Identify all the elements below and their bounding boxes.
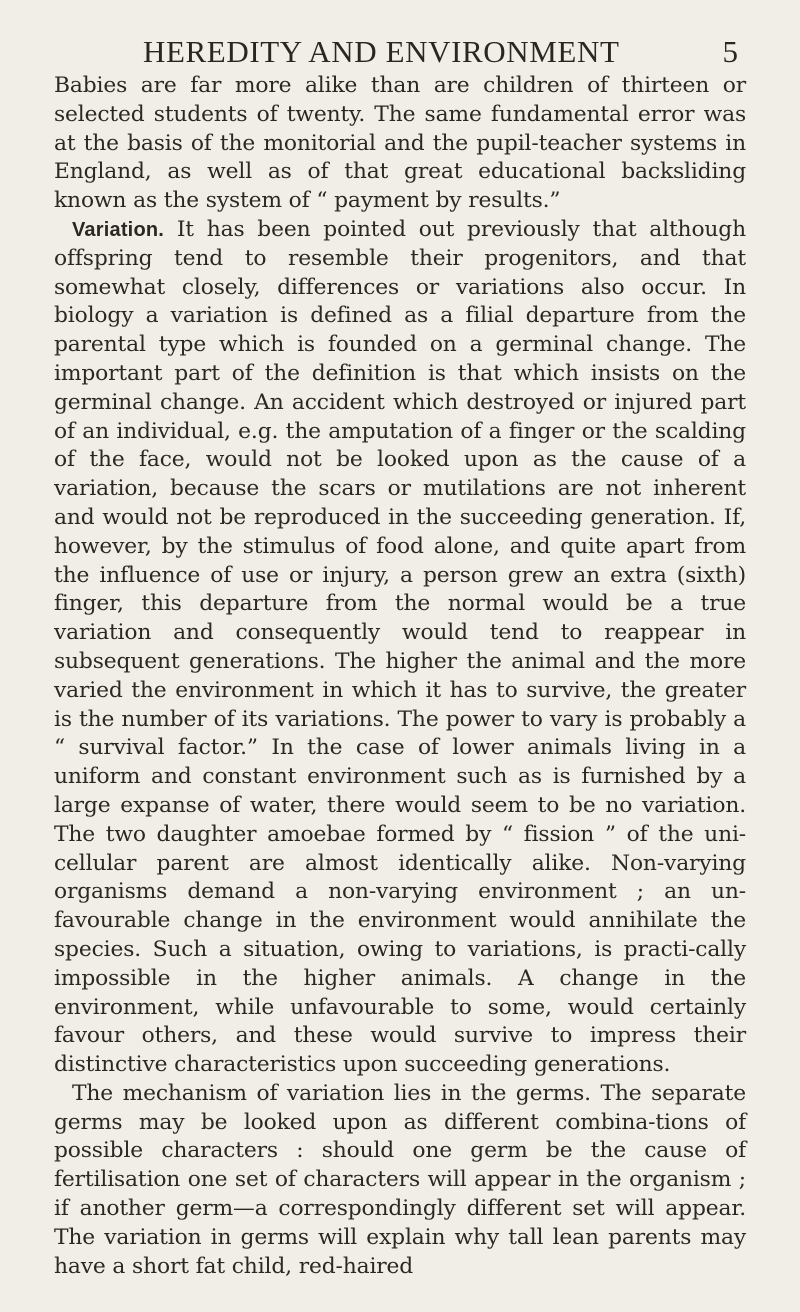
running-head (54, 26, 746, 72)
variation-text: It has been pointed out previously that although offspring tend to resemble their progenitors, and that somewhat closely, differences or variations also occur. In biology a variation is defined as a filial departure from the parental type which is founded on a germinal change. The important part of the definition is that which insists on the germinal change. An accident which destroyed or injured part of an individual, e.g. the amputation of a finger or the scalding of the face, would not be looked upon as the cause of a variation, because the scars or mutilations are not inherent and would not be reproduced in the succeeding generation. If, however, by the stimulus of food alone, and quite apart from the influence of use or injury, a person grew an extra (sixth) finger, this departure from the normal would be a true variation and consequently would tend to reappear in subsequent generations. The higher the animal and the more varied the environment in which it has to survive, the greater is the number of its variations. The power to vary is probably a “ survival factor.” In the case of lower animals living in a uniform and constant environment such as is furnished by a large expanse of water, there would seem to be no variation. The two daughter amoebae formed by “ fission ” of the uni-cellular parent are almost identically alike. Non-varying organisms demand a non-varying environment ; an un-favourable change in the environment would annihilate the species. Such a situation, owing to variations, is practi-cally impossible in the higher animals. A change in the environment, while unfavourable to some, would certainly favour others, and these would survive to impress their distinctive characteristics upon succeeding generations. (54, 216, 747, 1078)
running-title: HEREDITY AND ENVIRONMENT (143, 34, 620, 69)
variation-sidehead: Variation. (72, 218, 165, 241)
paragraph-babies: Babies are far more alike than are children of thirteen or selected students of twenty. The same fundamental error was at the basis of the monitorial and the pupil-teacher systems in England, as well as of that great educational backsliding known as the system of “ payment by results.” (54, 73, 746, 214)
page-number: 5 (722, 34, 738, 69)
paragraph-mechanism: The mechanism of variation lies in the germs. The separate germs may be looked upon as different combina-tions of possible characters : should one germ be the cause of fertilisation one set of characters will appear in the organism ; if another germ—a correspondingly different set will appear. The variation in germs will explain why tall lean parents may have a short fat child, red-haired (54, 1080, 746, 1279)
body-text (54, 72, 746, 1281)
paragraph-variation (54, 216, 746, 1080)
